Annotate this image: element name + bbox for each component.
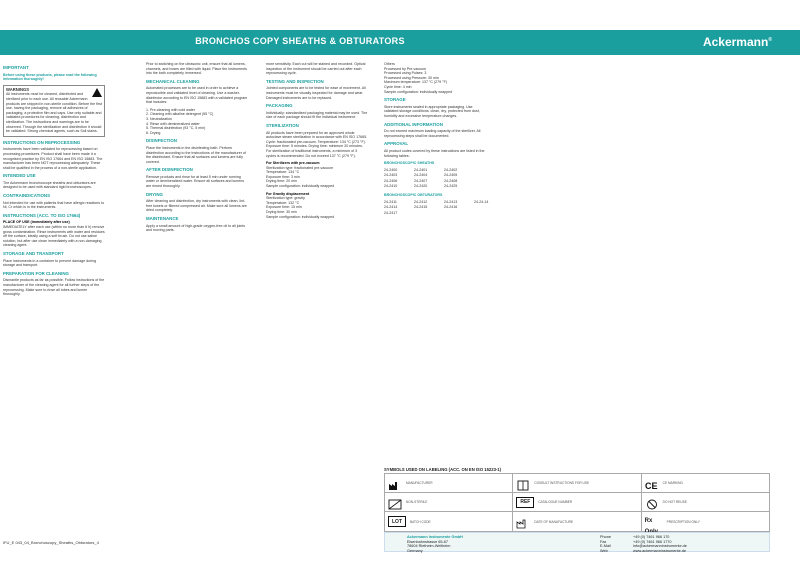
storage-heading: STORAGE	[384, 97, 406, 103]
drying-text: After cleaning and disinfection, dry instruments with clean, lint-free towels or filtered compressed air. Make sure all lumens are dried completely.	[146, 199, 247, 213]
maintenance-text: Apply a small amount of high-grade oxygen-free oil to all joints and moving parts.	[146, 223, 246, 233]
sheaths-table	[384, 168, 486, 189]
sterilization-text: All products have been prepared for an approved whole autoclave steam sterilization in accordance with EN ISO 17665. Cycle: fractionated pre-vacuum. Temperature: 134 °C (273 °F). Exposure time: 5 minutes. Drying time: minimum 20 minutes. For sterilization of traditional instruments, a minimum of 3 cycles is recommended. Do not exceed 137 °C (279 °F).	[266, 130, 368, 158]
prep-cleaning-heading: PREPARATION FOR CLEANING	[3, 270, 69, 276]
warnings-box	[3, 85, 105, 137]
storage-transport-heading: STORAGE AND TRANSPORT	[3, 251, 64, 256]
contact-values: +49 (0) 7461 966 170 +49 (0) 7461 966 1770 info@ackermanninstrumente.de www.ackermanninstrumente.de	[633, 535, 687, 554]
column-2	[146, 62, 248, 236]
table-cell: 24-2410	[384, 184, 398, 189]
intended-use-text: The Ackermann bronchoscope sheaths and obturators are designed to be used with standard rigid bronchoscopes.	[3, 180, 96, 190]
mechanical-cleaning-heading: MECHANICAL CLEANING	[146, 78, 200, 84]
column-3	[266, 62, 368, 222]
ce-mark-icon	[645, 478, 659, 489]
symbol-label: DATE OF MANUFACTURE	[534, 519, 574, 524]
gravity-text: Sterilization type: gravity Temperature: 132 °C Exposure time: 15 min Drying time: 30 min Sample configuration: individually wrapped	[266, 196, 335, 219]
manufacturer-icon	[388, 478, 402, 489]
testing-heading: TESTING AND INSPECTION	[266, 78, 324, 84]
additional-info-heading: ADDITIONAL INFORMATION	[384, 121, 443, 127]
prevacuum-text: Sterilization type: fractionated pre-vacuum Temperature: 134 °C Exposure time: 3 min Drying time: 20 min Sample configuration: individually wrapped	[266, 165, 335, 189]
table-cell: 24-2408	[444, 178, 458, 183]
storage-text: Store instruments sealed in appropriate packaging. Use validated storage conditions: clean, dry, protected from dust, humidity and excessive temperature changes.	[384, 104, 480, 118]
column-4	[384, 62, 489, 462]
table-cell: 24-24-14	[474, 199, 489, 204]
ultrasonic-text: Prior to switching on the ultrasonic unit, ensure that all lumens, channels, and hoses are filled with liquid. Place the instruments into the bath completely immersed.	[146, 62, 247, 76]
reprocessing-text: Instruments have been validated for reprocessing based on processing procedures. Product shall have been made it a recognised practice by EN ISO 17664 and EN ISO 15883. The manufacturer has been NOT reprocessing adequately. These shall be qualified in the process of a non-sterile application.	[3, 147, 103, 170]
others-text: Others Processed by Pre-vacuum Processed using Pulses: 3 Processed using Pressure: 30 min Maximum temperature: 137 °C (279 °F) Cycle time: 4 min Sample configuration: individually wrapped	[384, 62, 453, 94]
lot-box-icon: LOT	[388, 516, 406, 527]
obturators-table-heading: BRONCHOSCOPIC OBTURATORS	[384, 193, 443, 198]
brand-logo: Ackermann®	[702, 35, 772, 49]
obturators-table	[384, 199, 489, 216]
rx-only-icon: Rx	[644, 518, 653, 524]
company-address: Ackermann Instrumente GmbH Eisenbahnstrasse 65-67 78604 Rietheim-Weilheim Germany	[407, 535, 463, 554]
table-cell: 24-2414	[384, 205, 398, 210]
symbol-label: BATCH CODE	[410, 519, 431, 524]
important-heading: IMPORTANT	[3, 65, 29, 70]
contact-labels: Phone Fax E-Mail Web	[600, 535, 611, 554]
email-link[interactable]: info@ackermanninstrumente.de	[633, 544, 687, 549]
address-block	[384, 532, 770, 552]
table-cell: 24-2403	[384, 173, 398, 178]
reprocessing-heading: INSTRUCTIONS ON REPROCESSING	[3, 139, 81, 145]
column-1	[3, 62, 105, 300]
sheaths-table-heading: BRONCHOSCOPIC SHEATHS	[384, 161, 435, 166]
symbol-label: CONSULT INSTRUCTIONS FOR USE	[534, 481, 590, 485]
symbol-label: PRESCRIPTION ONLY	[666, 519, 700, 524]
instructions-heading: INSTRUCTIONS (ACC. TO ISO 17664)	[3, 212, 81, 218]
approval-heading: APPROVAL	[384, 141, 409, 147]
symbol-label: CE MARKING	[662, 481, 683, 485]
table-cell: 24-2407	[414, 178, 428, 183]
approval-text: All product codes covered by these instructions are listed in the following tables:	[384, 148, 485, 158]
prep-cleaning-text: Dismantle products as far as possible. Follow instructions of the manufacturer of the cleaning agent for all further steps of the reprocessing. Make sure to rinse all tubes and lumen thoroughly.	[3, 278, 105, 297]
disinfection-heading: DISINFECTION	[146, 138, 177, 144]
warnings-heading: WARNINGS	[6, 86, 30, 92]
header-bar	[0, 30, 800, 55]
date-of-manufacture-icon	[516, 516, 530, 527]
after-disinfection-text: Remove products and rinse for at least 5 min under running water or demineralized water. Ensure all surfaces and lumens are rinsed thoroughly.	[146, 174, 245, 189]
table-cell: 24-2425	[444, 184, 458, 189]
table-cell: 24-2411	[384, 199, 397, 204]
table-cell: 24-2415	[414, 205, 428, 210]
do-not-reuse-icon	[645, 497, 659, 508]
table-cell: 24-2405	[444, 173, 458, 178]
gravity-heading: For Gravity displacement	[266, 191, 310, 196]
table-row	[385, 474, 769, 493]
book-icon	[516, 478, 530, 489]
contraindications-heading: CONTRAINDICATIONS	[3, 193, 50, 199]
intended-use-heading: INTENDED USE	[3, 173, 36, 179]
warnings-text: All instruments must be cleaned, disinfected and sterilized prior to each use. All reusable Ackermann products are shipped in non-sterile condition. Before the first use, having the packaging, remove all adhesives of packaging, a protective film and caps. Use only suitable and validated procedures for cleaning, disinfection and sterilization. The instructions and warnings are to be observed. Through the sterilization and disinfection it should be validated. Strong chemical agents, such as Soil stains.	[6, 92, 102, 134]
table-cell: 24-2401	[414, 167, 428, 172]
symbol-label: MANUFACTURER	[406, 481, 433, 485]
mechanical-cleaning-text: Automated processes are to be used in order to achieve a reproducible and validated level of cleaning. Use a washer-disinfector according to EN ISO 15883 with a validated program that includes:	[146, 86, 248, 105]
table-cell: 24-2406	[384, 178, 398, 183]
table-cell: 24-2400	[384, 167, 398, 172]
inspection-intro-text: more sensitivity. Each cut will be stained and recorded. Optical inspection of the instrument should be carried out after each reprocessing cycle.	[266, 62, 366, 76]
symbols-table	[384, 473, 770, 532]
storage-transport-text: Place instruments in a container to prevent damage during storage and transport.	[3, 258, 97, 268]
table-cell: 24-2416	[444, 205, 458, 210]
symbol-label: CATALOGUE NUMBER	[538, 500, 573, 504]
place-of-use-text: IMMEDIATELY after each use (within no more than 6 h) remove gross contamination. Rinse instruments with water and residues off the surface, ideally using a soft brush. Do not use saline solution, but after use clean immediately with a non-damaging cleaning agent.	[3, 225, 105, 248]
table-row	[385, 512, 769, 531]
symbols-heading: SYMBOLS USED ON LABELING (ACC. ON EN ISO 15223-1)	[384, 467, 502, 472]
testing-text: Jointed components are to be tested for ease of movement. All instruments must be visually inspected for damage and wear. Damaged instruments are to be replaced.	[266, 86, 366, 100]
sterilization-heading: STERILIZATION	[266, 122, 299, 128]
warning-icon	[92, 88, 102, 97]
table-cell: 24-2402	[444, 167, 458, 172]
prevacuum-heading: For Sterilizers with pre-vacuum	[266, 161, 320, 166]
table-cell: 24-2420	[414, 184, 428, 189]
maintenance-heading: MAINTENANCE	[146, 216, 179, 222]
packaging-heading: PACKAGING	[266, 103, 293, 109]
additional-info-text: Do not exceed maximum loading capacity of the sterilizer. All reprocessing steps shall be documented.	[384, 129, 481, 138]
table-cell: 24-2413	[444, 199, 458, 204]
important-text: Before using these products, please read the following information thoroughly!	[3, 72, 97, 82]
place-of-use-heading: PLACE OF USE (immediately after use)	[3, 220, 70, 225]
non-sterile-icon	[388, 497, 402, 508]
website-link[interactable]: www.ackermanninstrumente.de	[633, 549, 686, 554]
document-code: IFU_E 043_04_Bronchoscopy_Sheaths_Obturators_4	[3, 540, 99, 545]
svg-text:CE: CE	[644, 480, 658, 491]
table-cell: 24-2417	[384, 210, 398, 215]
symbol-label: DO NOT REUSE	[662, 500, 687, 504]
table-row	[385, 493, 769, 512]
symbol-label: NON-STERILE	[406, 500, 428, 504]
ref-box-icon: REF	[516, 497, 534, 508]
document-title: BRONCHOS COPY SHEATHS & OBTURATORS	[195, 36, 405, 46]
packaging-text: Individually: standardized packaging material may be used. The size of each package should fit the individual instrument.	[266, 110, 368, 120]
cleaning-steps: 1. Pre-cleaning with cold water 2. Cleaning with alkaline detergent (55 °C) 3. Neutralization 4. Rinse with demineralized water 5. Thermal disinfection (93 °C, 5 min) 6. Drying	[146, 107, 214, 135]
table-cell: 24-2404	[414, 173, 428, 178]
after-disinfection-heading: AFTER DISINFECTION	[146, 167, 193, 173]
contraindications-text: Not intended for use with patients that have allergic reactions to Ni, Cr which is in the instruments.	[3, 200, 105, 210]
table-cell: 24-2412	[414, 199, 428, 204]
disinfection-text: Place the instruments in the disinfecting bath. Perform disinfection according to the instructions of the manufacturer of the disinfectant. Ensure that all surfaces and lumens are fully covered.	[146, 145, 246, 164]
drying-heading: DRYING	[146, 191, 163, 197]
